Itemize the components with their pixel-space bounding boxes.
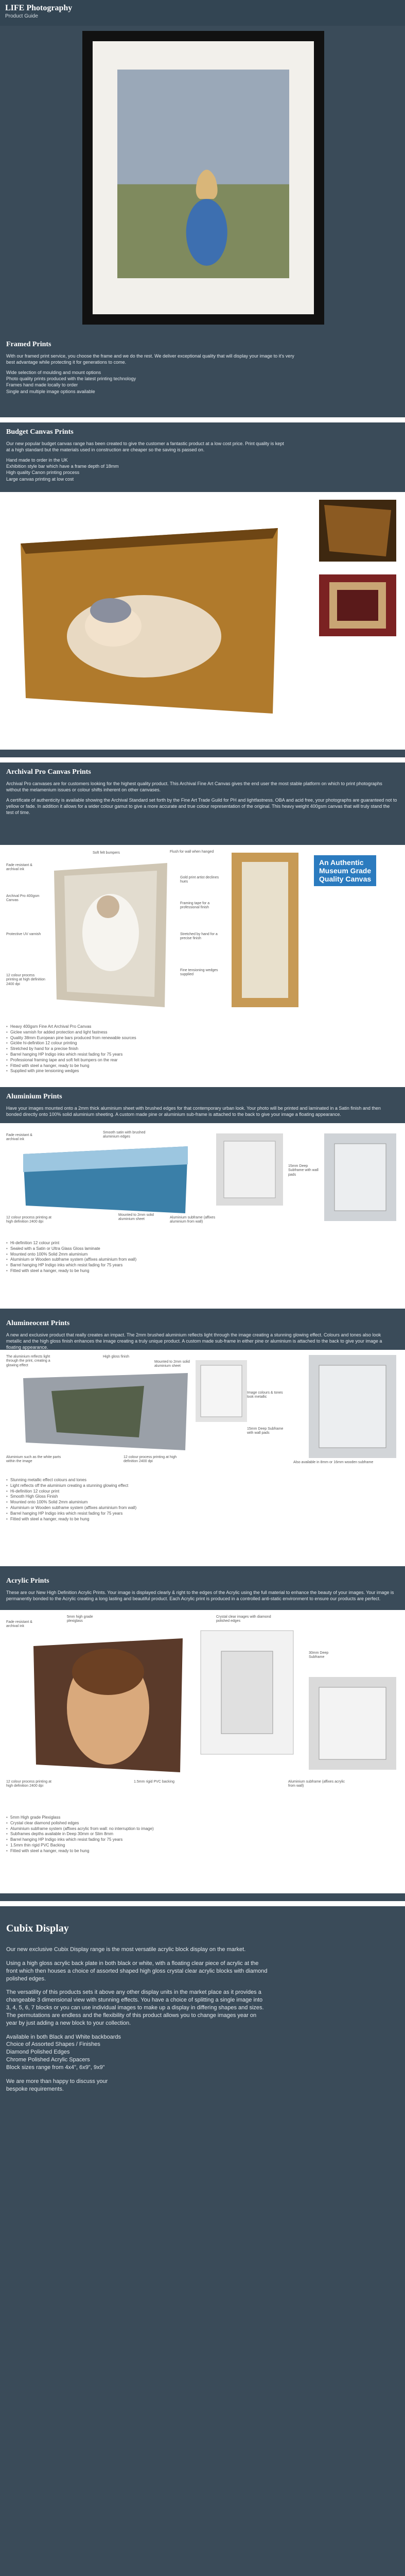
label-mounted: Mounted to 2mm solid aluminium sheet — [154, 1360, 190, 1368]
archival-back-frame-image — [226, 848, 304, 1012]
archival-p1: Archival Pro canvases are for customers looking for the highest quality product. This Archival Fine Art Canvas gives the end user the most stable platform on which to print photographs without the melamenium issues or colour shifts inherent on other canvases. — [6, 781, 382, 793]
label-crystal: Crystal clear images with diamond polished edges — [216, 1615, 271, 1623]
archival-feature: • Giclée hi-definition 12 colour printing — [6, 1041, 399, 1046]
alumineocent-title: Alumineocent Prints — [6, 1319, 70, 1327]
acrylic-back-image — [196, 1625, 298, 1759]
divider — [0, 757, 405, 762]
museum-grade-badge — [314, 855, 376, 886]
brand-subtitle: Product Guide — [5, 13, 38, 19]
acrylic-intro: These are our New High Definition Acrylic Prints. Your image is displayed clearly & right to the edges of the Acrylic using the full material to enhance the beauty of your images. Your image is permanently bonded to the Acrylic creating a long lasting and beautiful product. Each Acrylic print is produced in a controlled anti-static environment to ensure our products are perfect. — [6, 1589, 394, 1602]
alumineocent-print-image — [21, 1370, 190, 1453]
label-deep-subframe: 15mm Deep Subframe with wall pads — [288, 1164, 319, 1177]
archival-feature: • Supplied with pine tensioning wedges — [6, 1069, 399, 1074]
acrylic-feature-list — [6, 1815, 399, 1854]
label-bumpers: Soft felt bumpers — [93, 851, 120, 855]
aluminium-title: Aluminium Prints — [6, 1093, 62, 1100]
label-smooth: Smooth satin with brushed aluminium edges — [103, 1131, 146, 1139]
acrylic-feature: • 1.5mm thin rigid PVC Backing — [6, 1843, 399, 1849]
label-uv: Protective UV varnish — [6, 933, 41, 936]
budget-images — [0, 492, 405, 750]
hero-framed-image — [0, 26, 405, 335]
alumineocent-corner-image — [196, 1360, 247, 1422]
label-colours: Image colours & tones look metallic — [247, 1391, 283, 1399]
cubix-title: Cubix Display — [6, 1923, 69, 1934]
framed-feature: Frames hand made locally to order — [6, 382, 78, 388]
label-gold: Gold print artist declines hues — [180, 876, 219, 884]
label-fade-ink: Fade resistant & archival ink — [6, 1133, 32, 1142]
archival-feature: • Professional framing tape and soft felt bumpers on the rear — [6, 1058, 399, 1063]
acrylic-features — [0, 1811, 405, 1893]
cubix-option: Block sizes range from 4x4", 6x9", 9x9" — [6, 2064, 105, 2071]
aluminium-feature-list — [6, 1241, 399, 1274]
cubix-option: Diamond Polished Edges — [6, 2049, 70, 2056]
alumineocent-subframe-image — [309, 1355, 396, 1458]
aluminium-feature: • Hi-definition 12 colour print — [6, 1241, 399, 1246]
label-subframe: Aluminium subframe (affixes acrylic from wall) — [288, 1780, 345, 1788]
archival-feature-list — [6, 1024, 399, 1074]
budget-canvas-image — [15, 523, 283, 719]
framed-photo-art — [117, 70, 289, 278]
cubix-option: Chrome Polished Acrylic Spacers — [6, 2057, 90, 2063]
budget-intro: Our new popular budget canvas range has been created to give the customer a fantastic product at a low cost price. Print quality is kept at a high standard but the materials used in construction are cheaper so the saving is passed on. — [6, 440, 284, 453]
alumineocent-feature: • Light reflects off the aluminium creating a stunning glowing effect — [6, 1483, 399, 1489]
aluminium-feature: • Aluminium or Wooden subframe system (affixes aluminium from wall) — [6, 1257, 399, 1263]
budget-feature: High quality Canon printing process — [6, 470, 80, 476]
cubix-option: Choice of Assorted Shapes / Finishes — [6, 2041, 100, 2048]
budget-feature: Exhibition style bar which have a frame depth of 18mm — [6, 464, 119, 469]
alumineocent-diagram — [0, 1350, 405, 1473]
archival-feature: • Barrel hanging HP Indigo inks which resist fading for 75 years — [6, 1052, 399, 1058]
badge-line: Museum Grade — [319, 867, 372, 875]
aluminium-intro: Have your images mounted onto a 2mm thick aluminium sheet with brushed edges for that contemporary urban look. Your photo will be printed and laminated in a Satin finish and then bonded directly onto 100% solid aluminium sheeting. A custom made pine or aluminium sub-frame is attached to the back to give your image a floating appearance. — [6, 1105, 381, 1117]
cubix-option-list — [6, 2033, 269, 2072]
label-wedge: Fine tensioning wedges supplied — [180, 969, 218, 977]
archival-canvas-image — [49, 860, 172, 1010]
archival-feature: • Giclee varnish for added protection and light fastness — [6, 1030, 399, 1036]
alumineocent-feature: • Hi-definition 12 colour print — [6, 1489, 399, 1495]
aluminium-print-image — [21, 1144, 190, 1216]
label-flush: Flush for wall when hanged — [170, 850, 214, 854]
aluminium-features — [0, 1236, 405, 1309]
aluminium-subframe-image — [324, 1133, 396, 1221]
label-deep-subframe: 15mm Deep Subframe with wall pads — [247, 1427, 284, 1435]
alumineocent-feature-list — [6, 1478, 399, 1522]
alumineocent-feature: • Fitted with steel a hanger, ready to be hung — [6, 1517, 399, 1522]
framed-feature: Single and multiple image options available — [6, 388, 95, 394]
archival-feature: • Quality 38mm European pine bars produced from renewable sources — [6, 1036, 399, 1041]
aluminium-diagram — [0, 1123, 405, 1236]
acrylic-feature: • 5mm High grade Plexiglass — [6, 1815, 399, 1821]
label-rigid: 1.5mm rigid PVC backing — [134, 1780, 174, 1784]
acrylic-feature: • Subframes depths available in Deep 30mm or Slim 8mm — [6, 1832, 399, 1837]
masthead — [0, 0, 405, 26]
label-tape: Framing tape for a professional finish — [180, 902, 210, 910]
archival-title: Archival Pro Canvas Prints — [6, 768, 91, 776]
badge-line: An Authentic — [319, 858, 364, 867]
framed-feature: Wide selection of moulding and mount options — [6, 370, 101, 376]
archival-feature: • Stretched by hand for a precise finish — [6, 1046, 399, 1052]
label-colours: 12 colour process printing at high definition 2400 dpi — [6, 1216, 51, 1224]
brand-title: LIFE Photography — [5, 4, 73, 12]
cubix-p1: Our new exclusive Cubix Display range is the most versatile acrylic block display on the market. — [6, 1946, 246, 1953]
budget-feature: Large canvas printing at low cost — [6, 476, 74, 482]
canvas-corner-detail-image — [319, 500, 396, 562]
acrylic-title: Acrylic Prints — [6, 1577, 49, 1585]
aluminium-feature: • Sealed with a Satin or Ultra Glass Gloss laminate — [6, 1246, 399, 1252]
divider — [0, 417, 405, 422]
archival-feature: • Heavy 400gsm Fine Art Archival Pro Canvas — [6, 1024, 399, 1030]
label-fade-ink: Fade resistant & archival ink — [6, 1620, 32, 1629]
framed-title: Framed Prints — [6, 341, 51, 348]
budget-feature-list — [6, 457, 399, 482]
cubix-section — [0, 1906, 405, 2576]
frame-mount — [93, 41, 314, 314]
label-colours: 12 colour process printing at high definition 2400 dpi — [6, 1780, 51, 1788]
framed-feature: Photo quality prints produced with the latest printing technology — [6, 376, 136, 382]
acrylic-feature: • Crystal clear diamond polished edges — [6, 1821, 399, 1826]
label-canvas: Archival Pro 400gsm Canvas — [6, 894, 40, 903]
cubix-option: Available in both Black and White backboards — [6, 2033, 121, 2040]
budget-feature: Hand made to order in the UK — [6, 457, 68, 463]
framed-intro: With our framed print service, you choose the frame and we do the rest. We deliver exceptional quality that will display your image to it's very best advantage while protecting it for generations to come. — [6, 353, 294, 365]
alumineocent-intro: A new and exclusive product that really creates an impact. The 2mm brushed aluminium reflects light through the image creating a stunning glowing effect. Colours and tones also look metallic and the high gloss finish enhances the image creating a truly unique product. A custom made sub-frame in either pine or aluminium is attached to the back to give your image a floating appearance. — [6, 1332, 382, 1350]
framed-section — [0, 335, 405, 417]
alumineocent-feature: • Smooth High Gloss Finish — [6, 1494, 399, 1500]
acrylic-print-image — [31, 1636, 185, 1775]
cubix-p3: The versatility of this products sets it above any other display units in the market place as it provides a changeable 3 dimensional view with stunning effects. You have a choice of splitting a single image into 3, 4, 5, 6, 7 blocks or you can use individual images to make up a display in differing shapes and sizes. The permutations are endless and the flexibility of this product allows you to change images year on year by just adding a new block to your collection. — [6, 1989, 264, 2026]
aluminium-feature: • Mounted onto 100% Solid 2mm aluminium — [6, 1252, 399, 1258]
archival-diagram — [0, 845, 405, 1020]
alumineocent-feature: • Stunning metallic effect colours and tones — [6, 1478, 399, 1483]
alumineocent-feature: • Mounted onto 100% Solid 2mm aluminium — [6, 1500, 399, 1505]
label-fade-ink: Fade resistant & archival ink — [6, 863, 32, 872]
acrylic-diagram — [0, 1610, 405, 1811]
acrylic-feature: • Barrel hanging HP Indigo inks which resist fading for 75 years — [6, 1837, 399, 1843]
label-reflect: The aluminium reflects light through the print, creating a glowing effect — [6, 1355, 50, 1367]
label-gloss: High gloss finish — [103, 1355, 129, 1359]
budget-title: Budget Canvas Prints — [6, 428, 74, 436]
black-frame — [82, 31, 324, 325]
canvas-back-detail-image — [319, 574, 396, 636]
label-stretch: Stretched by hand for a precise finish — [180, 933, 218, 941]
framed-photo — [117, 70, 289, 278]
label-hd-colours: 12 colour process printing at high definition 2400 dpi — [124, 1455, 177, 1464]
label-deep-subframe: 30mm Deep Subframe — [309, 1651, 329, 1659]
label-visible: Aluminium such as the white parts within the image — [6, 1455, 61, 1464]
label-subframe: Aluminium subframe (affixes aluminium from wall) — [170, 1216, 216, 1224]
aluminium-corner-image — [216, 1133, 283, 1206]
aluminium-feature: • Barrel hanging HP Indigo inks which resist fading for 75 years — [6, 1263, 399, 1268]
archival-p2: A certificate of authenticity is available showing the Archival Standard set forth by the Fine Art Trade Guild for PH and lightfastness. OBA and acid free, your photographs are guaranteed not to yellow or fade. In addition it allows for a wider colour gamut to give a more accurate and true colour representation of the original. This heavy weight 400gsm canvas that will truly stand the test of time. — [6, 798, 397, 816]
label-sizes: Also available in 8mm or 16mm wooden subframe — [293, 1461, 374, 1464]
framed-feature-list — [6, 369, 399, 395]
archival-feature: • Fitted with steel a hanger, ready to be hung — [6, 1063, 399, 1069]
alumineocent-features — [0, 1473, 405, 1566]
alumineocent-feature: • Aluminium or Wooden subframe system (affixes aluminium from wall) — [6, 1505, 399, 1511]
acrylic-corner-image — [309, 1677, 396, 1770]
label-plexiglass: 5mm high grade plexiglass — [67, 1615, 93, 1623]
acrylic-feature: • Fitted with steel a hanger, ready to be hung — [6, 1849, 399, 1854]
alumineocent-feature: • Barrel hanging HP Indigo inks which resist fading for 75 years — [6, 1511, 399, 1517]
cubix-p4: We are more than happy to discuss your bespoke requirements. — [6, 2078, 108, 2092]
cubix-text — [6, 1946, 269, 2093]
badge-line: Quality Canvas — [319, 875, 372, 884]
label-mounted: Mounted to 2mm solid aluminium sheet — [118, 1213, 154, 1222]
label-colours: 12 colour process printing at high definition 2400 dpi — [6, 974, 45, 986]
aluminium-feature: • Fitted with steel a hanger, ready to be hung — [6, 1268, 399, 1274]
acrylic-feature: • Aluminium subframe system (affixes acrylic from wall: no interruption to image) — [6, 1826, 399, 1832]
archival-features — [0, 1020, 405, 1087]
cubix-p2: Using a high gloss acrylic back plate in both black or white, with a floating clear piece of acrylic at the front which then houses a choice of assorted shaped high gloss crystal clear acrylic blocks with diamond polished edges. — [6, 1960, 268, 1982]
